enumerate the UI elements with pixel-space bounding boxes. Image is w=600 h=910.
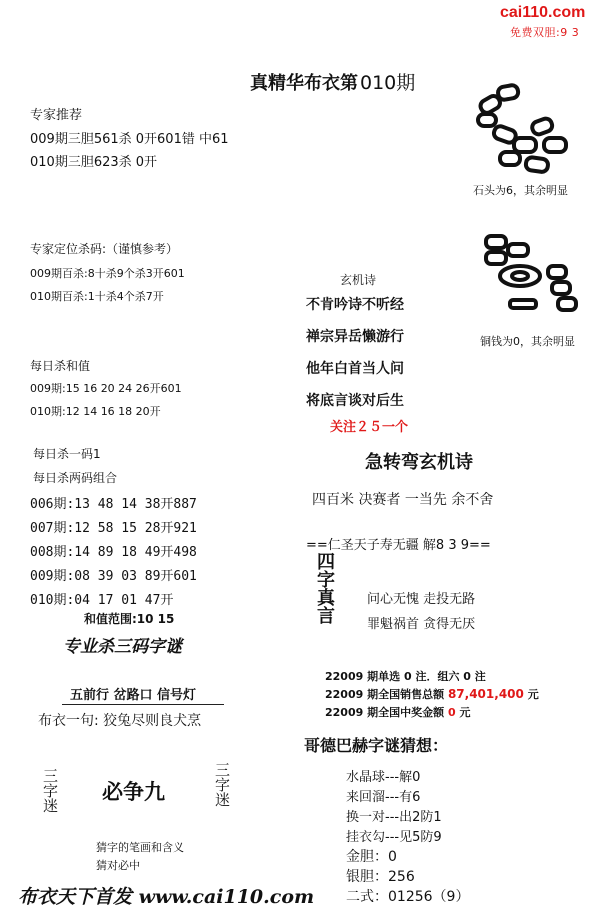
footer-banner[interactable]: 布衣天下首发 www.cai110.com	[18, 886, 315, 908]
daily-row: 009期:08 39 03 89开601	[30, 569, 197, 584]
five-before: 五前行 岔路口 信号灯	[70, 688, 197, 703]
riddle-center: 必争九	[102, 780, 165, 804]
riddle-right: 三字迷	[213, 762, 231, 807]
daily-row: 008期:14 89 18 49开498	[30, 545, 197, 560]
stone-chain-image	[470, 80, 580, 175]
stone-caption: 石头为6，其余明显	[473, 184, 568, 197]
stat-label: 22009 期全国销售总额	[325, 688, 445, 701]
poem-line-4: 将底言谈对后生	[306, 393, 404, 409]
stat-label: 22009 期全国中奖金额	[325, 706, 445, 719]
goedel-heading: 哥德巴赫字谜猜想：	[304, 736, 449, 755]
riddle-left: 三字迷	[41, 768, 59, 813]
expert-heading: 专家推荐	[30, 108, 83, 123]
one-code-kill: 每日杀一码1	[33, 447, 101, 461]
coin-chain-image	[478, 230, 588, 325]
guess-note-2: 猜对必中	[96, 859, 140, 872]
title-text: 真精华布衣第	[250, 73, 358, 94]
goedel-line: 水晶球---解0	[346, 770, 421, 785]
two-code-heading: 每日杀两码组合	[33, 471, 118, 485]
sum-kill-line-2: 010期:12 14 16 18 20开	[30, 405, 161, 418]
brand-site[interactable]: cai110.com	[500, 4, 586, 21]
four-char-line-2: 罪魁祸首 贪得无厌	[367, 617, 476, 632]
goedel-line: 挂衣勾---见5防9	[346, 830, 442, 845]
stat-value: 87,401,400	[447, 687, 524, 701]
sum-kill-line-1: 009期:15 16 20 24 26开601	[30, 382, 182, 395]
stat-line-2	[325, 686, 539, 702]
poem-line-1: 不肯吟诗不听经	[306, 297, 404, 313]
divider	[62, 704, 224, 705]
buyi-sentence: 布衣一句: 狡兔尽则良犬烹	[38, 713, 202, 729]
coin-caption: 铜钱为0，其余明显	[480, 335, 575, 348]
stat-value: 0	[447, 706, 456, 719]
sum-range: 和值范围:10 15	[84, 612, 175, 626]
sum-kill-heading: 每日杀和值	[30, 359, 91, 373]
page-title	[250, 68, 415, 95]
four-char-label: 四字真言	[314, 552, 335, 624]
goedel-line: 来回溜---有6	[346, 790, 421, 805]
stat-line-3	[325, 704, 470, 720]
longevity-line: ==仁圣天子寿无疆 解8 3 9==	[306, 538, 491, 553]
stat-suffix: 元	[523, 688, 539, 701]
stat-line-1	[325, 668, 486, 684]
poem-line-3: 他年白首当人问	[306, 361, 404, 377]
goedel-line: 金胆：0	[346, 849, 397, 865]
poem-note: 关注２５一个	[330, 420, 409, 435]
stat-suffix: 元	[455, 706, 471, 719]
position-kill-line-1: 009期百杀:8十杀9个杀3开601	[30, 267, 185, 280]
daily-row: 010期:04 17 01 47开	[30, 593, 174, 608]
expert-line-1: 009期三胆561杀 0开601错 中61	[30, 132, 229, 147]
stat-value: 0	[403, 670, 412, 683]
free-double-label: 免费双胆:9 3	[510, 26, 580, 39]
guess-note-1: 猜字的笔画和含义	[96, 841, 184, 854]
daily-row: 006期:13 48 14 38开887	[30, 497, 197, 512]
goedel-line: 换一对---出2防1	[346, 810, 442, 825]
position-kill-heading: 专家定位杀码:（谨慎参考）	[30, 242, 179, 256]
turn-poem-heading: 急转弯玄机诗	[365, 452, 473, 473]
daily-row: 007期:12 58 15 28开921	[30, 521, 197, 536]
poem-line-2: 禅宗异岳懒游行	[306, 329, 404, 345]
expert-line-2: 010期三胆623杀 0开	[30, 155, 158, 170]
pro-kill-title: 专业杀三码字谜	[63, 637, 182, 657]
stat-suffix: 注．组六 0 注	[411, 670, 486, 683]
goedel-line: 银胆：256	[346, 869, 415, 885]
position-kill-line-2: 010期百杀:1十杀4个杀7开	[30, 290, 164, 303]
goedel-line: 二式：01256（9）	[346, 889, 470, 905]
poem-heading: 玄机诗	[340, 273, 377, 287]
four-char-line-1: 问心无愧 走投无路	[367, 592, 476, 607]
turn-poem-line: 四百米 决赛者 一当先 余不舍	[312, 492, 494, 508]
title-issue: 010期	[360, 72, 416, 94]
stat-label: 22009 期单选	[325, 670, 401, 683]
